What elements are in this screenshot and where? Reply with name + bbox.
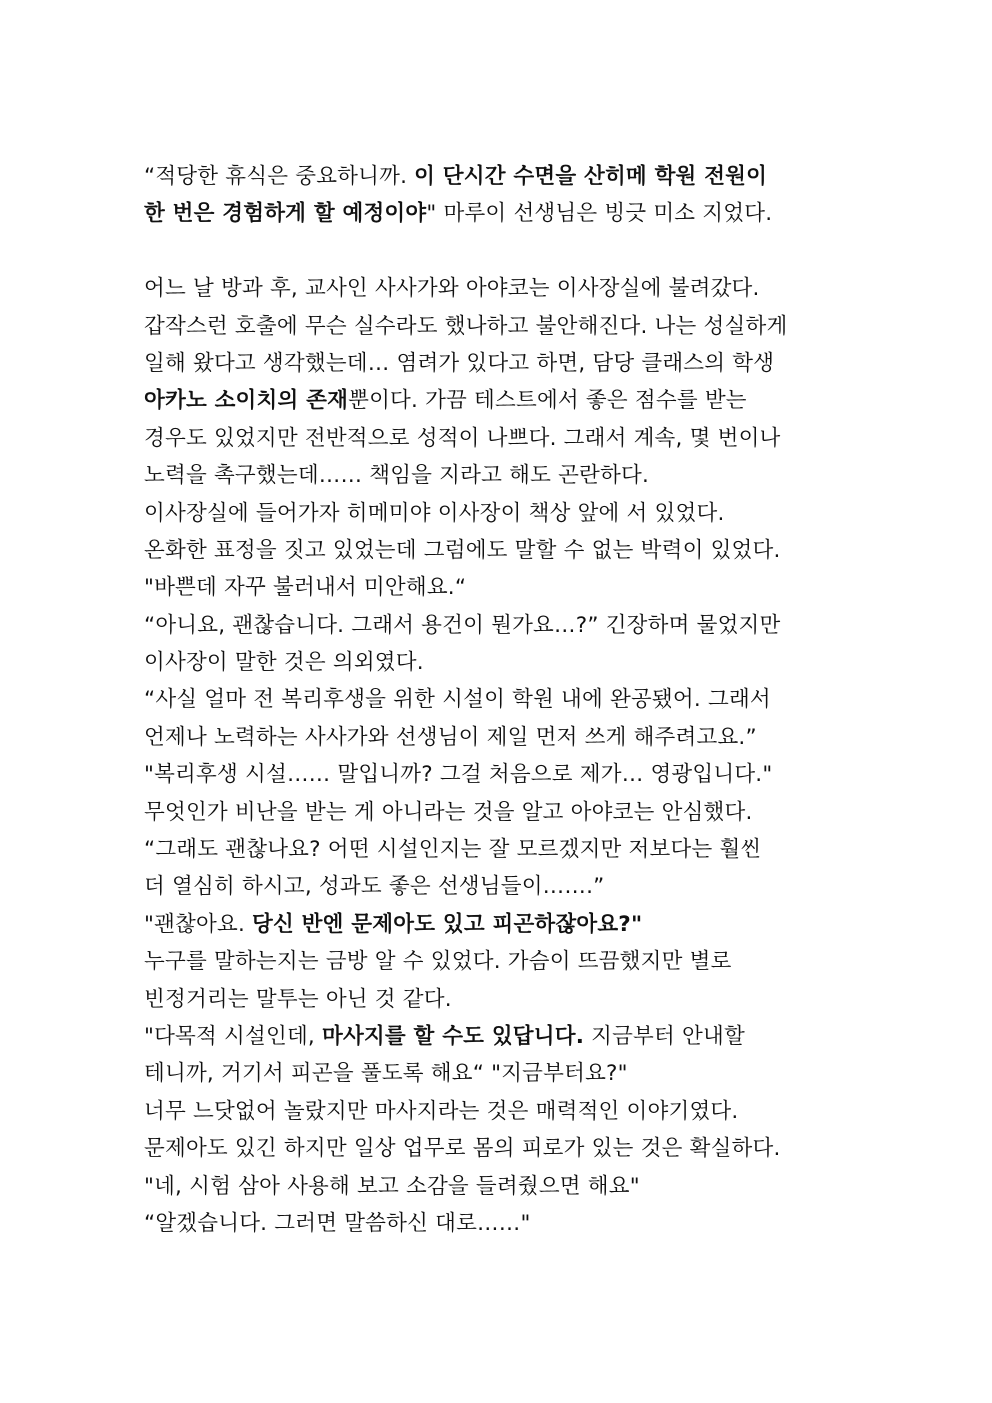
text-line: 테니까, 거기서 피곤을 풀도록 해요“ "지금부터요?" [144,1061,628,1087]
text-line: 일해 왔다고 생각했는데… 염려가 있다고 하면, 담당 클래스의 학생 [144,350,775,376]
text-line: “사실 얼마 전 복리후생을 위한 시설이 학원 내에 완공됐어. 그래서 [144,687,771,713]
bold-text: 이 단시간 수면을 산히메 학원 전원이 [414,164,768,189]
text-line: 언제나 노력하는 사사가와 선생님이 제일 먼저 쓰게 해주려고요.” [144,724,757,750]
text-line: "다목적 시설인데, 마사지를 할 수도 있답니다. 지금부터 안내할 [144,1023,745,1049]
bold-text: 마사지를 할 수도 있답니다. [321,1023,585,1049]
text-line: 이사장실에 들어가자 히메미야 이사장이 책상 앞에 서 있었다. [144,500,725,526]
text-line: “아니요, 괜찮습니다. 그래서 용건이 뭔가요…?” 긴장하며 물었지만 [144,612,781,638]
bold-text: 아카노 소이치의 존재 [144,388,349,414]
text-line: 어느 날 방과 후, 교사인 사사가와 아야코는 이사장실에 불려갔다. [144,276,760,302]
text-line: 문제아도 있긴 하지만 일상 업무로 몸의 피로가 있는 것은 확실하다. [144,1136,781,1162]
text-line: "괜찮아요. 당신 반엔 문제아도 있고 피곤하잖아요?" [144,911,643,937]
text-line: "바쁜데 자꾸 불러내서 미안해요.“ [144,575,467,601]
text-line: "네, 시험 삼아 사용해 보고 소감을 들려줬으면 해요" [144,1173,640,1199]
text-line: “그래도 괜찮나요? 어떤 시설인지는 잘 모르겠지만 저보다는 훨씬 [144,837,762,863]
bold-text: 당신 반엔 문제아도 있고 피곤하잖아요?" [252,911,643,937]
text-line: "복리후생 시설…… 말입니까? 그걸 처음으로 제가… 영광입니다." [144,762,773,788]
text-line: “적당한 휴식은 중요하니까. 이 단시간 수면을 산히메 학원 전원이 [144,164,768,189]
text-line: 누구를 말하는지는 금방 알 수 있었다. 가슴이 뜨끔했지만 별로 [144,949,732,975]
text-line: 무엇인가 비난을 받는 게 아니라는 것을 알고 아야코는 안심했다. [144,799,753,825]
text-line: 온화한 표정을 짓고 있었는데 그럼에도 말할 수 없는 박력이 있었다. [144,537,781,563]
text-line: 이사장이 말한 것은 의외였다. [144,650,424,676]
text-line: 너무 느닷없어 놀랐지만 마사지라는 것은 매력적인 이야기였다. [144,1098,739,1124]
text-line: 갑작스런 호출에 무슨 실수라도 했나하고 불안해진다. 나는 성실하게 [144,313,788,339]
bold-text: 한 번은 경험하게 할 예정이야 [144,201,427,227]
body-text [144,158,864,1242]
text-line: 빈정거리는 말투는 아닌 것 같다. [144,986,452,1012]
text-line: 한 번은 경험하게 할 예정이야" 마루이 선생님은 빙긋 미소 지었다. [144,201,773,227]
text-line: 더 열심히 하시고, 성과도 좋은 선생님들이…….” [144,874,605,900]
blank-line [144,233,864,270]
text-line: 경우도 있었지만 전반적으로 성적이 나쁘다. 그래서 계속, 몇 번이나 [144,425,781,451]
text-line: 노력을 촉구했는데…… 책임을 지라고 해도 곤란하다. [144,463,649,489]
text-line: 아카노 소이치의 존재뿐이다. 가끔 테스트에서 좋은 점수를 받는 [144,388,747,414]
text-line: “알겠습니다. 그러면 말씀하신 대로……" [144,1210,531,1236]
